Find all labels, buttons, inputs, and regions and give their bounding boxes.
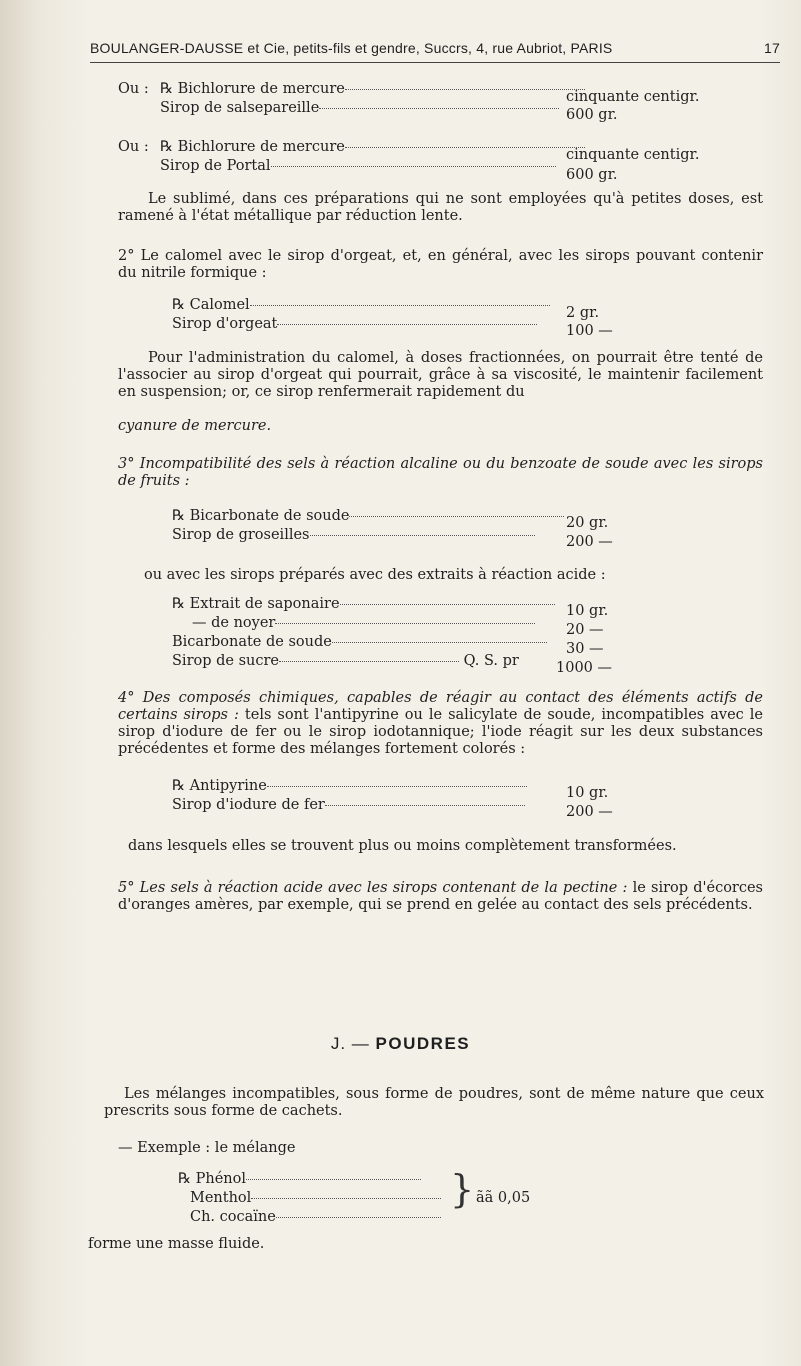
prescription-line: ℞ Bicarbonate de soude bbox=[172, 508, 564, 525]
prescription-line: ℞ Bichlorure de mercure bbox=[160, 81, 585, 98]
dose: 30 — bbox=[566, 641, 604, 657]
dose: 1000 — bbox=[556, 660, 613, 676]
qsp-label: Q. S. pr bbox=[463, 653, 519, 669]
section-5 bbox=[118, 880, 763, 914]
dose: 600 gr. bbox=[566, 167, 618, 183]
dose: cinquante centigr. bbox=[566, 147, 700, 163]
dose: 10 gr. bbox=[566, 603, 609, 619]
section-heading-3: 3° Incompatibilité des sels à réaction alcaline ou du benzoate de soude avec les sirops de fruits : bbox=[118, 456, 763, 489]
section-heading-4: 4° Des composés chimiques, capables de réagir au contact des éléments actifs de certains sirops : bbox=[118, 690, 763, 723]
intro-line: ou avec les sirops préparés avec des extraits à réaction acide : bbox=[144, 567, 606, 583]
dose: 100 — bbox=[566, 323, 613, 339]
paragraph: tels sont l'antipyrine ou le salicylate de soude, incompatibles avec le sirop d'iodure de fer ou le sirop iodotannique; l'iode réagit sur les deux substances précédentes et forme des mélanges fortement colorés : bbox=[118, 707, 764, 757]
paragraph-end: forme une masse fluide. bbox=[88, 1236, 265, 1252]
dose: ãã 0,05 bbox=[476, 1190, 531, 1206]
prescription-line: — de noyer bbox=[172, 615, 535, 632]
prescription-line: Sirop d'iodure de fer bbox=[172, 797, 525, 814]
ou-label-2: Ou : bbox=[118, 139, 149, 155]
paragraph-end: cyanure de mercure. bbox=[118, 418, 272, 434]
dose: 20 — bbox=[566, 622, 604, 638]
prescription-line: Menthol bbox=[190, 1190, 441, 1207]
section-heading-2: 2° Le calomel avec le sirop d'orgeat, et, en général, avec les sirops pouvant contenir du nitrile formique : bbox=[118, 248, 763, 281]
dose: cinquante centigr. bbox=[566, 89, 700, 105]
paragraph-end: dans lesquels elles se trouvent plus ou moins complètement transformées. bbox=[128, 838, 677, 854]
title-letter: J. — bbox=[330, 1034, 370, 1053]
paragraph: Pour l'administration du calomel, à doses fractionnées, on pourrait être tenté de l'associer au sirop d'orgeat qui pourrait, grâce à sa viscosité, le maintenir facilement en suspension; or, ce sirop renfermerait rapidement du bbox=[118, 350, 763, 400]
dose: 600 gr. bbox=[566, 107, 618, 123]
example-line: — Exemple : le mélange bbox=[118, 1140, 296, 1156]
prescription-line: ℞ Phénol bbox=[178, 1171, 421, 1188]
prescription-line: Sirop de Portal bbox=[160, 158, 556, 175]
paragraph: le sirop d'écorces d'oranges amères, par exemple, qui se prend en gelée au contact des sels précédents. bbox=[118, 880, 763, 913]
prescription-line: ℞ Calomel bbox=[172, 297, 550, 314]
section-heading-5: 5° Les sels à réaction acide avec les sirops contenant de la pectine : bbox=[118, 880, 628, 896]
section-4 bbox=[118, 690, 763, 758]
prescription-line: Sirop de salsepareille bbox=[160, 100, 559, 117]
prescription-line: Sirop de groseilles bbox=[172, 527, 535, 544]
page-header bbox=[90, 40, 780, 56]
paragraph: Le sublimé, dans ces préparations qui ne sont employées qu'à petites doses, est ramené à l'état métallique par réduction lente. bbox=[118, 191, 763, 224]
prescription-line: ℞ Bichlorure de mercure bbox=[160, 139, 585, 156]
prescription-line: Sirop d'orgeat bbox=[172, 316, 537, 333]
prescription-line: Bicarbonate de soude bbox=[172, 634, 547, 651]
prescription-line: Ch. cocaïne bbox=[190, 1209, 441, 1226]
title-word: POUDRES bbox=[375, 1034, 471, 1053]
dose: 20 gr. bbox=[566, 515, 609, 531]
prescription-line: ℞ Antipyrine bbox=[172, 778, 527, 795]
ou-label-1: Ou : bbox=[118, 81, 149, 97]
section-title-poudres bbox=[0, 1034, 801, 1054]
publisher-line: BOULANGER-DAUSSE et Cie, petits-fils et gendre, Succrs, 4, rue Aubriot, PARIS bbox=[90, 40, 613, 56]
prescription-line: Sirop de sucre Q. S. pr bbox=[172, 653, 519, 669]
brace-icon: } bbox=[450, 1167, 475, 1211]
paragraph: Les mélanges incompatibles, sous forme de poudres, sont de même nature que ceux prescrits sous forme de cachets. bbox=[104, 1086, 764, 1119]
dose: 2 gr. bbox=[566, 305, 600, 321]
dose: 200 — bbox=[566, 534, 613, 550]
page-number: 17 bbox=[764, 40, 780, 56]
prescription-line: ℞ Extrait de saponaire bbox=[172, 596, 555, 613]
dose: 200 — bbox=[566, 804, 613, 820]
header-rule bbox=[90, 62, 780, 63]
dose: 10 gr. bbox=[566, 785, 609, 801]
